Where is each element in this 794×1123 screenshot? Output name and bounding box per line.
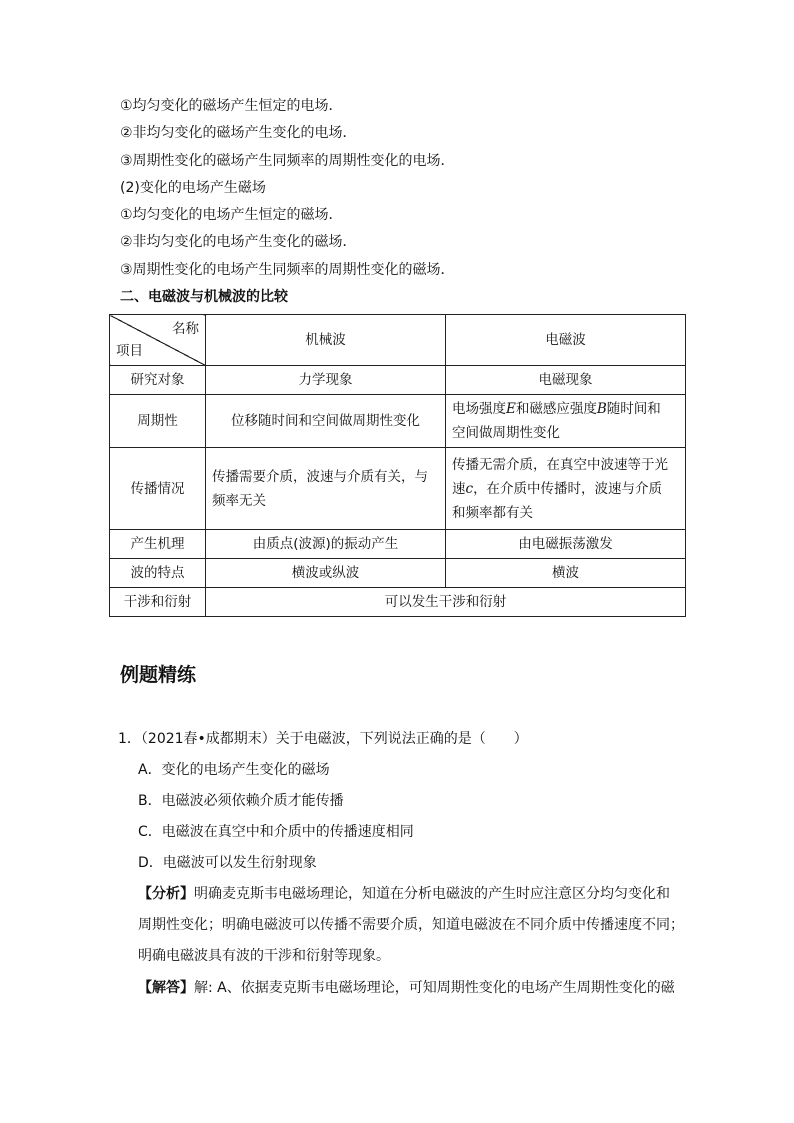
row-label: 传播情况 <box>110 448 206 530</box>
cell-text: 频率无关 <box>212 492 266 509</box>
cell-electromagnetic <box>446 395 686 448</box>
variable-b: B <box>596 401 607 417</box>
analysis-line <box>138 884 670 904</box>
cell-mechanical: 位移随时间和空间做周期性变化 <box>206 395 446 448</box>
cell-text: 随时间和 <box>606 401 661 417</box>
cell-text: 电场强度 <box>452 401 506 417</box>
option-d: D．电磁波可以发生衍射现象 <box>138 855 317 871</box>
cell-mechanical: 横波或纵波 <box>206 559 446 588</box>
header-name-label: 名称 <box>172 321 199 337</box>
table-row <box>110 588 686 617</box>
question-stem: 1．（2021春•成都期末）关于电磁波，下列说法正确的是（ ） <box>118 731 528 747</box>
cell-electromagnetic: 横波 <box>446 559 686 588</box>
cell-text: 速 <box>452 480 466 497</box>
cell-text: 空间做周期性变化 <box>452 425 560 441</box>
text-line: (2)变化的电场产生磁场 <box>120 180 266 196</box>
cell-mechanical <box>206 448 446 530</box>
row-label: 产生机理 <box>110 530 206 559</box>
comparison-table <box>109 314 686 617</box>
text-line: ①均匀变化的电场产生恒定的磁场． <box>120 207 343 223</box>
cell-mechanical: 由质点(波源)的振动产生 <box>206 530 446 559</box>
table-row <box>110 366 686 395</box>
text-line: ①均匀变化的磁场产生恒定的电场． <box>120 98 343 114</box>
example-heading: 例题精练 <box>120 664 197 686</box>
row-label: 研究对象 <box>110 366 206 395</box>
table-row <box>110 448 686 530</box>
row-label: 干涉和衍射 <box>110 588 206 617</box>
text-line: ②非均匀变化的电场产生变化的磁场． <box>120 234 357 250</box>
cell-text: 和频率都有关 <box>452 504 533 521</box>
cell-merged: 可以发生干涉和衍射 <box>206 588 686 617</box>
answer-line <box>138 978 675 998</box>
cell-electromagnetic <box>446 448 686 530</box>
table-row <box>110 530 686 559</box>
cell-text: 和磁感应强度 <box>515 401 597 417</box>
variable-c: c <box>465 480 474 497</box>
column-header-mechanical: 机械波 <box>206 315 446 366</box>
row-label: 波的特点 <box>110 559 206 588</box>
header-item-label: 项目 <box>116 343 143 359</box>
cell-mechanical: 力学现象 <box>206 366 446 395</box>
option-a: A．变化的电场产生变化的磁场 <box>138 762 330 778</box>
column-header-electromagnetic: 电磁波 <box>446 315 686 366</box>
cell-electromagnetic: 由电磁振荡激发 <box>446 530 686 559</box>
section-title: 二、电磁波与机械波的比较 <box>120 289 288 305</box>
analysis-text: 明确麦克斯韦电磁场理论，知道在分析电磁波的产生时应注意区分均匀变化和 <box>194 886 670 902</box>
table-row <box>110 395 686 448</box>
text-line: ③周期性变化的磁场产生同频率的周期性变化的电场． <box>120 153 455 169</box>
table-row <box>110 559 686 588</box>
analysis-label: 【分析】 <box>138 886 194 902</box>
analysis-line: 明确电磁波具有波的干涉和衍射等现象。 <box>138 948 390 964</box>
text-line: ③周期性变化的电场产生同频率的周期性变化的磁场． <box>120 262 455 278</box>
analysis-line: 周期性变化；明确电磁波可以传播不需要介质，知道电磁波在不同介质中传播速度不同； <box>138 917 684 933</box>
text-line: ②非均匀变化的磁场产生变化的电场． <box>120 125 357 141</box>
option-c: C．电磁波在真空中和介质中的传播速度相同 <box>138 824 414 840</box>
table-header-row <box>110 315 686 366</box>
cell-text: ，在介质中传播时，波速与介质 <box>473 480 663 497</box>
answer-text: 解: A、依据麦克斯韦电磁场理论，可知周期性变化的电场产生周期性变化的磁 <box>194 980 675 996</box>
cell-text: 传播需要介质，波速与介质有关，与 <box>212 468 428 485</box>
cell-text: 传播无需介质，在真空中波速等于光 <box>452 456 668 473</box>
answer-label: 【解答】 <box>138 980 194 996</box>
row-label: 周期性 <box>110 395 206 448</box>
option-b: B．电磁波必须依赖介质才能传播 <box>138 793 344 809</box>
variable-e: E <box>506 401 516 417</box>
cell-electromagnetic: 电磁现象 <box>446 366 686 395</box>
diagonal-header-cell <box>110 315 206 366</box>
